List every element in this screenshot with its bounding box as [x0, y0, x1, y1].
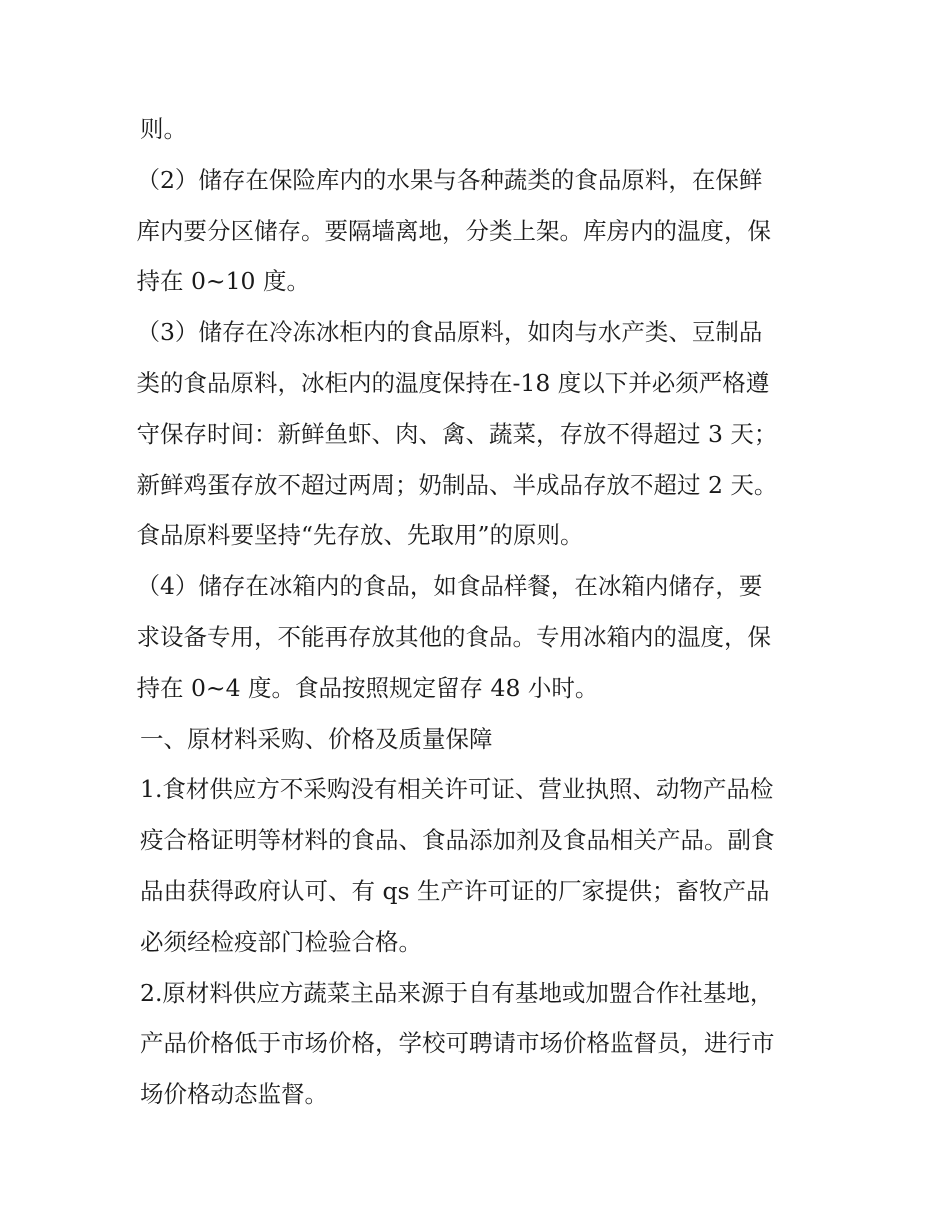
section-heading	[140, 714, 820, 765]
text-line: 场价格动态监督。	[140, 1080, 328, 1109]
text-line: 1.食材供应方不采购没有相关许可证、营业执照、动物产品检	[140, 775, 774, 804]
text-line: （2）储存在保险库内的水果与各种蔬类的食品原料，在保鲜	[136, 165, 763, 194]
text-line: 持在 0~10 度。	[136, 267, 310, 296]
paragraph-storage-frozen	[136, 307, 820, 561]
text-line: 品由获得政府认可、有 qs 生产许可证的厂家提供；畜牧产品	[140, 876, 770, 905]
text-line: 产品价格低于市场价格，学校可聘请市场价格监督员，进行市	[140, 1029, 775, 1058]
paragraph-procurement-2	[140, 968, 820, 1120]
text-line: 库内要分区储存。要隔墙离地，分类上架。库房内的温度，保	[136, 216, 771, 245]
text-line: （4）储存在冰箱内的食品，如食品样餐，在冰箱内储存，要	[136, 572, 763, 601]
text-line: 求设备专用，不能再存放其他的食品。专用冰箱内的温度，保	[136, 622, 771, 651]
paragraph-continuation	[140, 104, 820, 155]
text-line: 必须经检疫部门检验合格。	[140, 927, 422, 956]
text-line: 持在 0~4 度。食品按照规定留存 48 小时。	[136, 673, 599, 702]
paragraph-procurement-1	[140, 764, 820, 967]
paragraph-storage-fridge	[136, 561, 820, 713]
text-line: （3）储存在冷冻冰柜内的食品原料，如肉与水产类、豆制品	[136, 318, 763, 347]
text-line: 类的食品原料，冰柜内的温度保持在-18 度以下并必须严格遵	[136, 368, 770, 397]
document-body	[136, 104, 820, 1120]
text-line: 食品原料要坚持“先存放、先取用”的原则。	[136, 521, 584, 550]
text-line: 疫合格证明等材料的食品、食品添加剂及食品相关产品。副食	[140, 826, 775, 855]
heading-line: 一、原材料采购、价格及质量保障	[140, 724, 493, 753]
text-line: 则。	[140, 115, 187, 143]
text-line: 2.原材料供应方蔬菜主品来源于自有基地或加盟合作社基地，	[140, 978, 774, 1007]
text-line: 守保存时间：新鲜鱼虾、肉、禽、蔬菜，存放不得超过 3 天；	[136, 419, 778, 448]
text-line: 新鲜鸡蛋存放不超过两周；奶制品、半成品存放不超过 2 天。	[136, 470, 778, 499]
paragraph-storage-fresh	[136, 155, 820, 307]
